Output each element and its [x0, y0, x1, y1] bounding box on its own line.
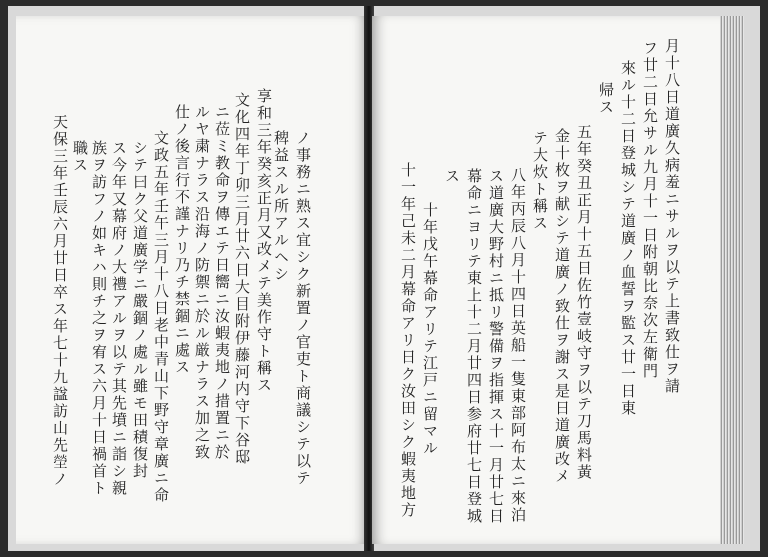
left-column: シテ曰ク父道廣学ニ嚴錮ノ處ル雖モ田積復封 [131, 140, 149, 480]
left-column: ス今年又幕府ノ大禮アルヲ以テ其先墳ニ詣シ親 [110, 140, 128, 497]
left-column: ノ事務ニ熟ス宜シク新置ノ官吏ト商議シテ以テ [294, 130, 312, 487]
right-column: 幕命ニヨリテ東上十二月廿四日参府廿七日登城 [465, 168, 483, 525]
right-column: 月十八日道廣久病羞ニサルヲ以テ上書致仕ヲ請 [663, 38, 681, 395]
right-column: 金十枚ヲ献シテ道廣ノ致仕ヲ謝ス是日道廣改メ [553, 128, 571, 485]
open-book [8, 6, 760, 551]
page-edges [720, 16, 744, 544]
left-column: 文政五年壬午三月十八日老中青山下野守章廣ニ命 [152, 130, 170, 504]
right-column: ス道廣大野村ニ抵リ警備ヲ指揮ス十一月廿七日 [487, 168, 505, 525]
right-column: テ大炊ト稱ス [531, 130, 549, 232]
left-column: 仕ノ後言行不謹ナリ乃チ禁錮ニ處ス [173, 104, 191, 376]
left-column: ルヤ粛ナラス沿海ノ防禦ニ於ル厳ナラス加之致 [193, 104, 211, 461]
right-column: 十年戊午幕命アリテ江戸ニ留マル [421, 202, 439, 457]
left-page [16, 16, 368, 544]
right-column: 來ル十二日登城シテ道廣ノ血誓ヲ監ス廿一日東 [619, 60, 637, 417]
left-column: 文化四年丁卯三月廿六日大目附伊藤河内守下谷邸 [233, 92, 251, 466]
right-column: 五年癸丑正月十五日佐竹壹岐守ヲ以テ刀馬料黃 [575, 124, 593, 481]
right-column: フ廿二日允サル九月十一日附朝比奈次左衛門 [641, 40, 659, 380]
left-column: ニ莅ミ教命ヲ傳エテ日嚮ニ汝蝦夷地ノ措置ニ於 [213, 104, 231, 461]
right-column: 八年丙辰八月十四日英船一隻東部阿布太ニ來泊 [509, 167, 527, 524]
left-column: 天保三年壬辰六月廿日卒ス年七十九諡訪山先塋ノ [51, 114, 69, 488]
right-column: ス [443, 168, 461, 185]
right-page [372, 16, 722, 544]
right-column: 十一年己未二月幕命アリ日ク汝田シク蝦夷地方 [399, 162, 417, 519]
left-column: 享和三年癸亥正月又改メテ美作守ト稱ス [255, 88, 273, 394]
left-column: 族ヲ訪フノ如キハ則チ之ヲ宥ス六月十日禍首ト [90, 140, 108, 497]
right-column: 帰ス [597, 82, 615, 116]
left-column: 稗益スル所アルヘシ [272, 130, 290, 283]
left-column: 職ス [71, 140, 89, 174]
